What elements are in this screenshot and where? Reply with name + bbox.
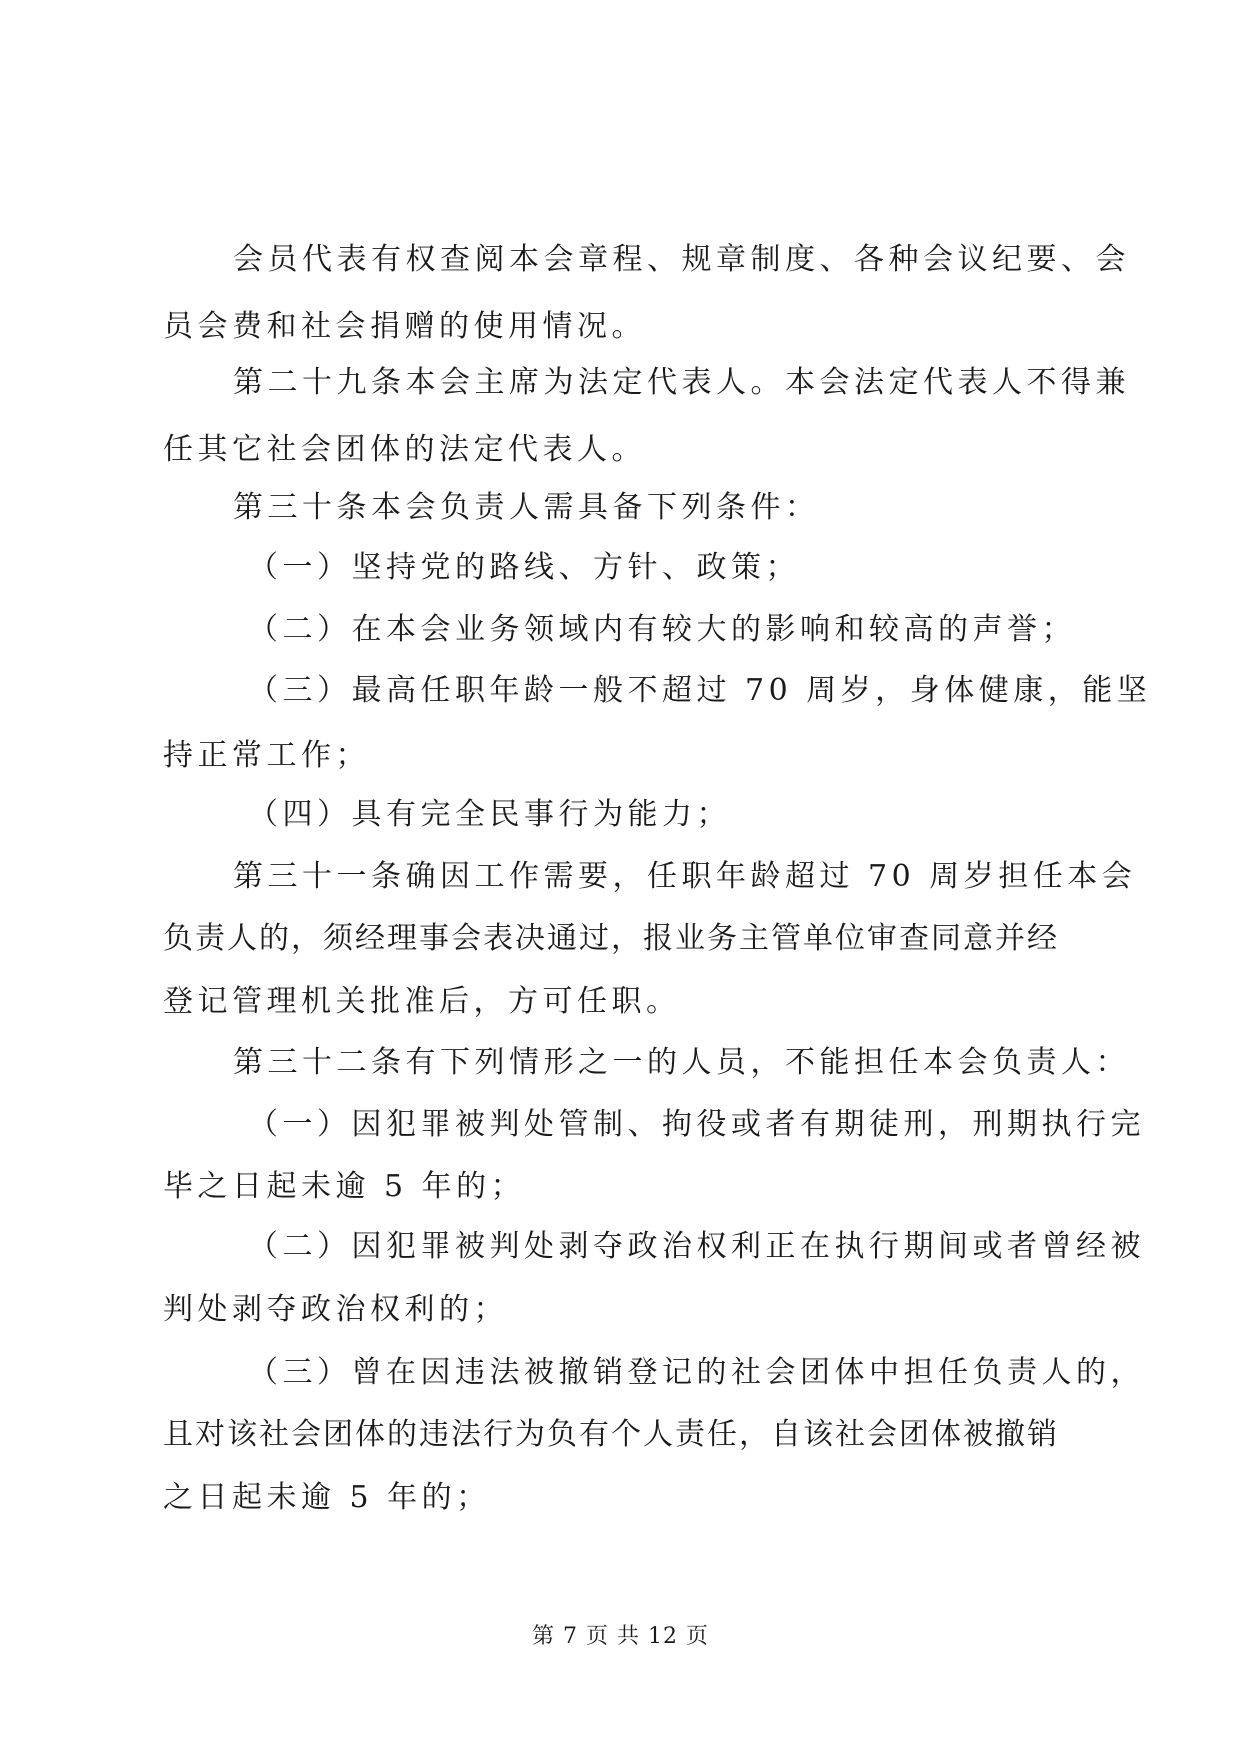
- paragraph-line: 登记管理机关批准后，方可任职。: [163, 984, 681, 1019]
- list-item: （一）因犯罪被判处管制、拘役或者有期徒刑，刑期执行完: [248, 1107, 1145, 1142]
- list-item: （二）因犯罪被判处剥夺政治权利正在执行期间或者曾经被: [248, 1229, 1145, 1264]
- paragraph-line: 会员代表有权查阅本会章程、规章制度、各种会议纪要、会: [233, 242, 1130, 277]
- paragraph-line: 且对该社会团体的违法行为负有个人责任，自该社会团体被撤销: [163, 1417, 1059, 1452]
- article-32-line: 第三十二条有下列情形之一的人员，不能担任本会负责人：: [233, 1045, 1130, 1080]
- paragraph-line: 负责人的，须经理事会表决通过，报业务主管单位审查同意并经: [163, 921, 1059, 956]
- list-item: （三）最高任职年龄一般不超过 70 周岁，身体健康，能坚: [248, 673, 1152, 708]
- article-30-line: 第三十条本会负责人需具备下列条件：: [233, 490, 820, 525]
- paragraph-line: 毕之日起未逾 5 年的；: [163, 1169, 526, 1204]
- paragraph-line: 之日起未逾 5 年的；: [163, 1480, 491, 1515]
- article-31-line: 第三十一条确因工作需要，任职年龄超过 70 周岁担任本会: [233, 859, 1137, 894]
- paragraph-line: 持正常工作；: [163, 738, 370, 773]
- paragraph-line: 任其它社会团体的法定代表人。: [163, 432, 646, 467]
- list-item: （四）具有完全民事行为能力；: [248, 797, 731, 832]
- list-item: （二）在本会业务领域内有较大的影响和较高的声誉；: [248, 612, 1076, 647]
- paragraph-line: 员会费和社会捐赠的使用情况。: [163, 309, 646, 344]
- paragraph-line: 判处剥夺政治权利的；: [163, 1292, 508, 1327]
- list-item: （一）坚持党的路线、方针、政策；: [248, 550, 800, 585]
- list-item: （三）曾在因违法被撤销登记的社会团体中担任负责人的，: [248, 1355, 1145, 1390]
- article-29-line: 第二十九条本会主席为法定代表人。本会法定代表人不得兼: [233, 365, 1130, 400]
- page-number-footer: 第 7 页 共 12 页: [532, 1624, 709, 1649]
